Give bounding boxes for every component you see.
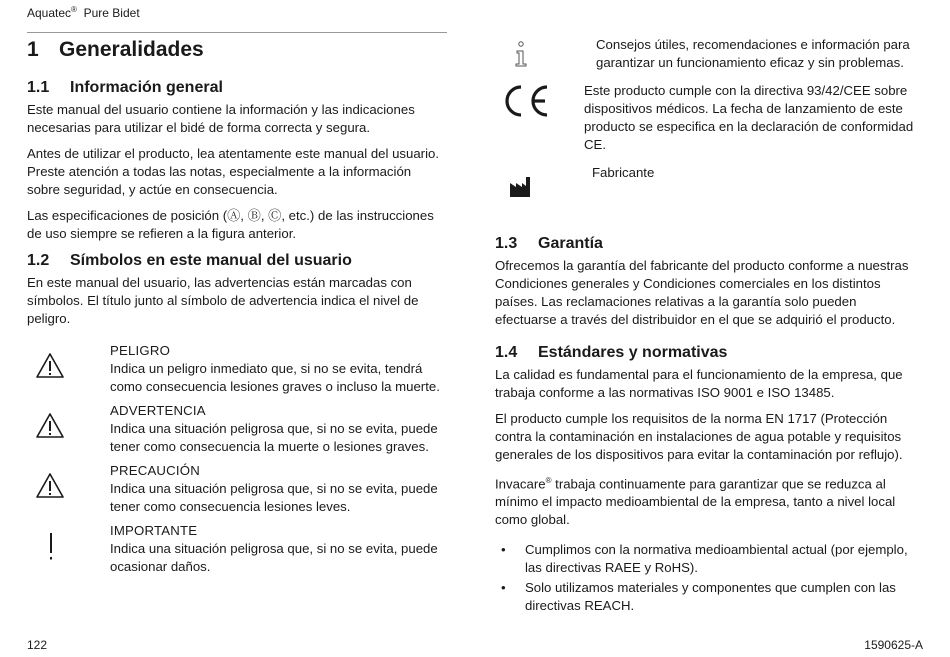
info-tips [495, 36, 915, 72]
section-title: Símbolos en este manual del usuario [70, 252, 352, 269]
right-column [495, 36, 915, 623]
bullet-list [495, 541, 915, 615]
list-item-text: Cumplimos con la normativa medioambiental actual (por ejemplo, las directivas RAEE y RoHS). [525, 542, 908, 576]
document-number: 1590625-A [864, 638, 923, 652]
paragraph: El producto cumple los requisitos de la norma EN 1717 (Protección contra la contaminación en instalaciones de agua potable y requisitos generales de los dispositivos para evitar la contaminación por reflujo). [495, 411, 903, 462]
section-number: 1.2 [27, 252, 50, 269]
info-ce [495, 82, 915, 154]
section-heading [27, 251, 447, 271]
paragraph-text: trabaja continuamente para garantizar que se reduzca al mínimo el impacto medioambiental de la empresa, tanto a nivel local como global. [495, 476, 896, 528]
symbol-danger [27, 342, 447, 396]
symbol-important [27, 522, 447, 576]
paragraph: Antes de utilizar el producto, lea atentamente este manual del usuario. Preste atención a todas las notas, especialmente a la información sobre seguridad, y actúe en consecuencia. [27, 146, 439, 197]
paragraph: Las especificaciones de posición (Ⓐ, Ⓑ, Ⓒ, etc.) de las instrucciones de uso siempre se refieren a la figura anterior. [27, 208, 434, 241]
section-heading [495, 234, 915, 254]
symbol-title: IMPORTANTE [110, 523, 198, 538]
symbol-title: ADVERTENCIA [110, 403, 206, 418]
info-text: Fabricante [592, 165, 655, 180]
section-1-1 [27, 78, 447, 243]
chapter-number: 1 [27, 38, 39, 61]
page-number: 122 [27, 638, 48, 652]
symbol-warning [27, 402, 447, 456]
symbol-title: PELIGRO [110, 343, 171, 358]
page-header [27, 5, 140, 20]
symbol-title: PRECAUCIÓN [110, 463, 200, 478]
bullet-icon: • [501, 542, 506, 558]
section-title: Estándares y normativas [538, 344, 728, 361]
chapter-heading [27, 32, 447, 64]
info-text: Este producto cumple con la directiva 93/42/CEE sobre dispositivos médicos. La fecha de lanzamiento de este producto se especifica en la declaración de conformidad CE. [584, 83, 914, 152]
bullet-icon: • [501, 580, 506, 596]
info-icon [495, 36, 596, 72]
header-reg-mark: ® [71, 5, 77, 14]
paragraph [495, 472, 915, 529]
left-column [27, 32, 447, 584]
paragraph: La calidad es fundamental para el funcionamiento de la empresa, que trabaja conforme a las normativas ISO 9001 e ISO 13485. [495, 367, 903, 400]
warning-triangle-icon [27, 462, 110, 516]
symbol-description: Indica un peligro inmediato que, si no se evita, tendrá como consecuencia lesiones graves o incluso la muerte. [110, 361, 440, 394]
brand-name: Invacare [495, 476, 546, 492]
section-title: Garantía [538, 235, 603, 252]
symbol-description: Indica una situación peligrosa que, si no se evita, puede ocasionar daños. [110, 541, 438, 574]
list-item [495, 541, 915, 577]
section-1-2 [27, 251, 447, 576]
section-title: Información general [70, 79, 223, 96]
section-number: 1.1 [27, 79, 50, 96]
list-item [495, 579, 915, 615]
manufacturer-icon [495, 164, 592, 198]
paragraph: Ofrecemos la garantía del fabricante del producto conforme a nuestras Condiciones generales y Condiciones comerciales en los distintos países. Las reclamaciones relativas a la garantía solo pueden efectuarse a través del distribuidor en el que se adquirió el producto. [495, 258, 909, 327]
header-brand: Aquatec [27, 6, 72, 20]
warning-triangle-icon [27, 402, 110, 456]
paragraph: Este manual del usuario contiene la información y las indicaciones necesarias para utilizar el bidé de forma correcta y segura. [27, 102, 415, 135]
section-heading [27, 78, 447, 98]
warning-triangle-icon [27, 342, 110, 396]
chapter-title: Generalidades [59, 38, 204, 61]
ce-mark-icon [495, 82, 584, 154]
info-text: Consejos útiles, recomendaciones e información para garantizar un funcionamiento eficaz y sin problemas. [596, 37, 910, 70]
section-1-3 [495, 234, 915, 329]
section-heading [495, 343, 915, 363]
info-manufacturer [495, 164, 915, 198]
symbol-description: Indica una situación peligrosa que, si no se evita, puede tener como consecuencia la muerte o lesiones graves. [110, 421, 438, 454]
section-1-4 [495, 343, 915, 615]
paragraph: En este manual del usuario, las advertencias están marcadas con símbolos. El título junto al símbolo de advertencia indica el nivel de peligro. [27, 275, 419, 326]
exclamation-icon [27, 522, 110, 576]
list-item-text: Solo utilizamos materiales y componentes que cumplen con las directivas REACH. [525, 580, 896, 614]
reg-mark: ® [545, 476, 552, 485]
header-product: Pure Bidet [83, 6, 140, 20]
section-number: 1.3 [495, 235, 518, 252]
section-number: 1.4 [495, 344, 518, 361]
symbol-description: Indica una situación peligrosa que, si no se evita, puede tener como consecuencia lesiones leves. [110, 481, 438, 514]
symbol-caution [27, 462, 447, 516]
